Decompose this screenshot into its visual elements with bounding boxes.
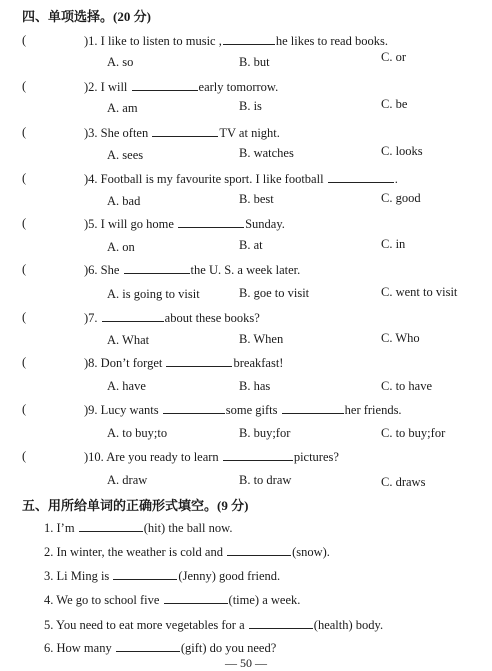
fill-item-6: 6. How many (gift) do you need? <box>44 641 277 655</box>
fill-item-2: 2. In winter, the weather is cold and (snow). <box>44 545 330 559</box>
fill-item-4: 4. We go to school five (time) a week. <box>44 593 301 607</box>
option-c[interactable]: C. be <box>381 97 408 111</box>
option-c[interactable]: C. went to visit <box>381 285 458 299</box>
option-a[interactable]: A. have <box>107 379 146 393</box>
answer-blank[interactable] <box>249 617 313 629</box>
answer-blank[interactable] <box>223 449 293 461</box>
option-b[interactable]: B. to draw <box>239 473 292 487</box>
option-a[interactable]: A. What <box>107 333 150 347</box>
option-b[interactable]: B. has <box>239 379 271 393</box>
question-text: )5. I will go home Sunday. <box>84 217 285 231</box>
answer-paren[interactable]: ( <box>22 262 27 276</box>
option-b[interactable]: B. watches <box>239 146 294 160</box>
option-b[interactable]: B. but <box>239 55 270 69</box>
option-c[interactable]: C. good <box>381 191 421 205</box>
answer-blank[interactable] <box>227 544 291 556</box>
answer-blank[interactable] <box>328 171 394 183</box>
question-text: )10. Are you ready to learn pictures? <box>84 450 339 464</box>
answer-blank[interactable] <box>102 310 164 322</box>
option-b[interactable]: B. goe to visit <box>239 286 310 300</box>
section-4-title: 四、单项选择。(20 分) <box>22 9 151 24</box>
option-c[interactable]: C. to have <box>381 379 433 393</box>
option-b[interactable]: B. best <box>239 192 274 206</box>
option-c[interactable]: C. to buy;for <box>381 426 446 440</box>
answer-paren[interactable]: ( <box>22 310 27 324</box>
question-text: )2. I will early tomorrow. <box>84 80 279 94</box>
question-text: )3. She often TV at night. <box>84 126 280 140</box>
option-b[interactable]: B. When <box>239 332 284 346</box>
answer-blank[interactable] <box>113 568 177 580</box>
option-a[interactable]: A. am <box>107 101 138 115</box>
option-c[interactable]: C. Who <box>381 331 420 345</box>
question-text: )9. Lucy wants some gifts her friends. <box>84 403 402 417</box>
answer-blank[interactable] <box>163 402 225 414</box>
answer-paren[interactable]: ( <box>22 216 27 230</box>
answer-blank[interactable] <box>282 402 344 414</box>
question-text: )8. Don’t forget breakfast! <box>84 356 284 370</box>
option-a[interactable]: A. is going to visit <box>107 287 200 301</box>
fill-item-3: 3. Li Ming is (Jenny) good friend. <box>44 569 281 583</box>
answer-blank[interactable] <box>164 592 228 604</box>
option-b[interactable]: B. at <box>239 238 263 252</box>
option-c[interactable]: C. or <box>381 50 406 64</box>
answer-blank[interactable] <box>132 79 198 91</box>
fill-item-5: 5. You need to eat more vegetables for a (health) body. <box>44 618 384 632</box>
option-a[interactable]: A. to buy;to <box>107 426 168 440</box>
answer-blank[interactable] <box>79 520 143 532</box>
option-a[interactable]: A. sees <box>107 148 144 162</box>
question-text: )7. about these books? <box>84 311 260 325</box>
option-b[interactable]: B. is <box>239 99 262 113</box>
answer-blank[interactable] <box>116 640 180 652</box>
answer-paren[interactable]: ( <box>22 125 27 139</box>
option-a[interactable]: A. so <box>107 55 134 69</box>
answer-blank[interactable] <box>124 262 190 274</box>
option-a[interactable]: A. draw <box>107 473 148 487</box>
answer-blank[interactable] <box>152 125 218 137</box>
answer-paren[interactable]: ( <box>22 33 27 47</box>
answer-blank[interactable] <box>178 216 244 228</box>
question-text: )6. She the U. S. a week later. <box>84 263 301 277</box>
option-b[interactable]: B. buy;for <box>239 426 291 440</box>
answer-paren[interactable]: ( <box>22 355 27 369</box>
section-5-title: 五、用所给单词的正确形式填空。(9 分) <box>22 498 249 513</box>
page-number: — 50 — <box>225 656 267 670</box>
fill-item-1: 1. I’m (hit) the ball now. <box>44 521 233 535</box>
answer-blank[interactable] <box>223 33 275 45</box>
question-text: )4. Football is my favourite sport. I like football . <box>84 172 398 186</box>
option-c[interactable]: C. draws <box>381 475 426 489</box>
option-a[interactable]: A. bad <box>107 194 141 208</box>
option-c[interactable]: C. looks <box>381 144 423 158</box>
answer-paren[interactable]: ( <box>22 171 27 185</box>
answer-blank[interactable] <box>166 355 232 367</box>
question-text: )1. I like to listen to music , he likes to read books. <box>84 34 388 48</box>
option-c[interactable]: C. in <box>381 237 406 251</box>
option-a[interactable]: A. on <box>107 240 135 254</box>
answer-paren[interactable]: ( <box>22 79 27 93</box>
answer-paren[interactable]: ( <box>22 449 27 463</box>
answer-paren[interactable]: ( <box>22 402 27 416</box>
